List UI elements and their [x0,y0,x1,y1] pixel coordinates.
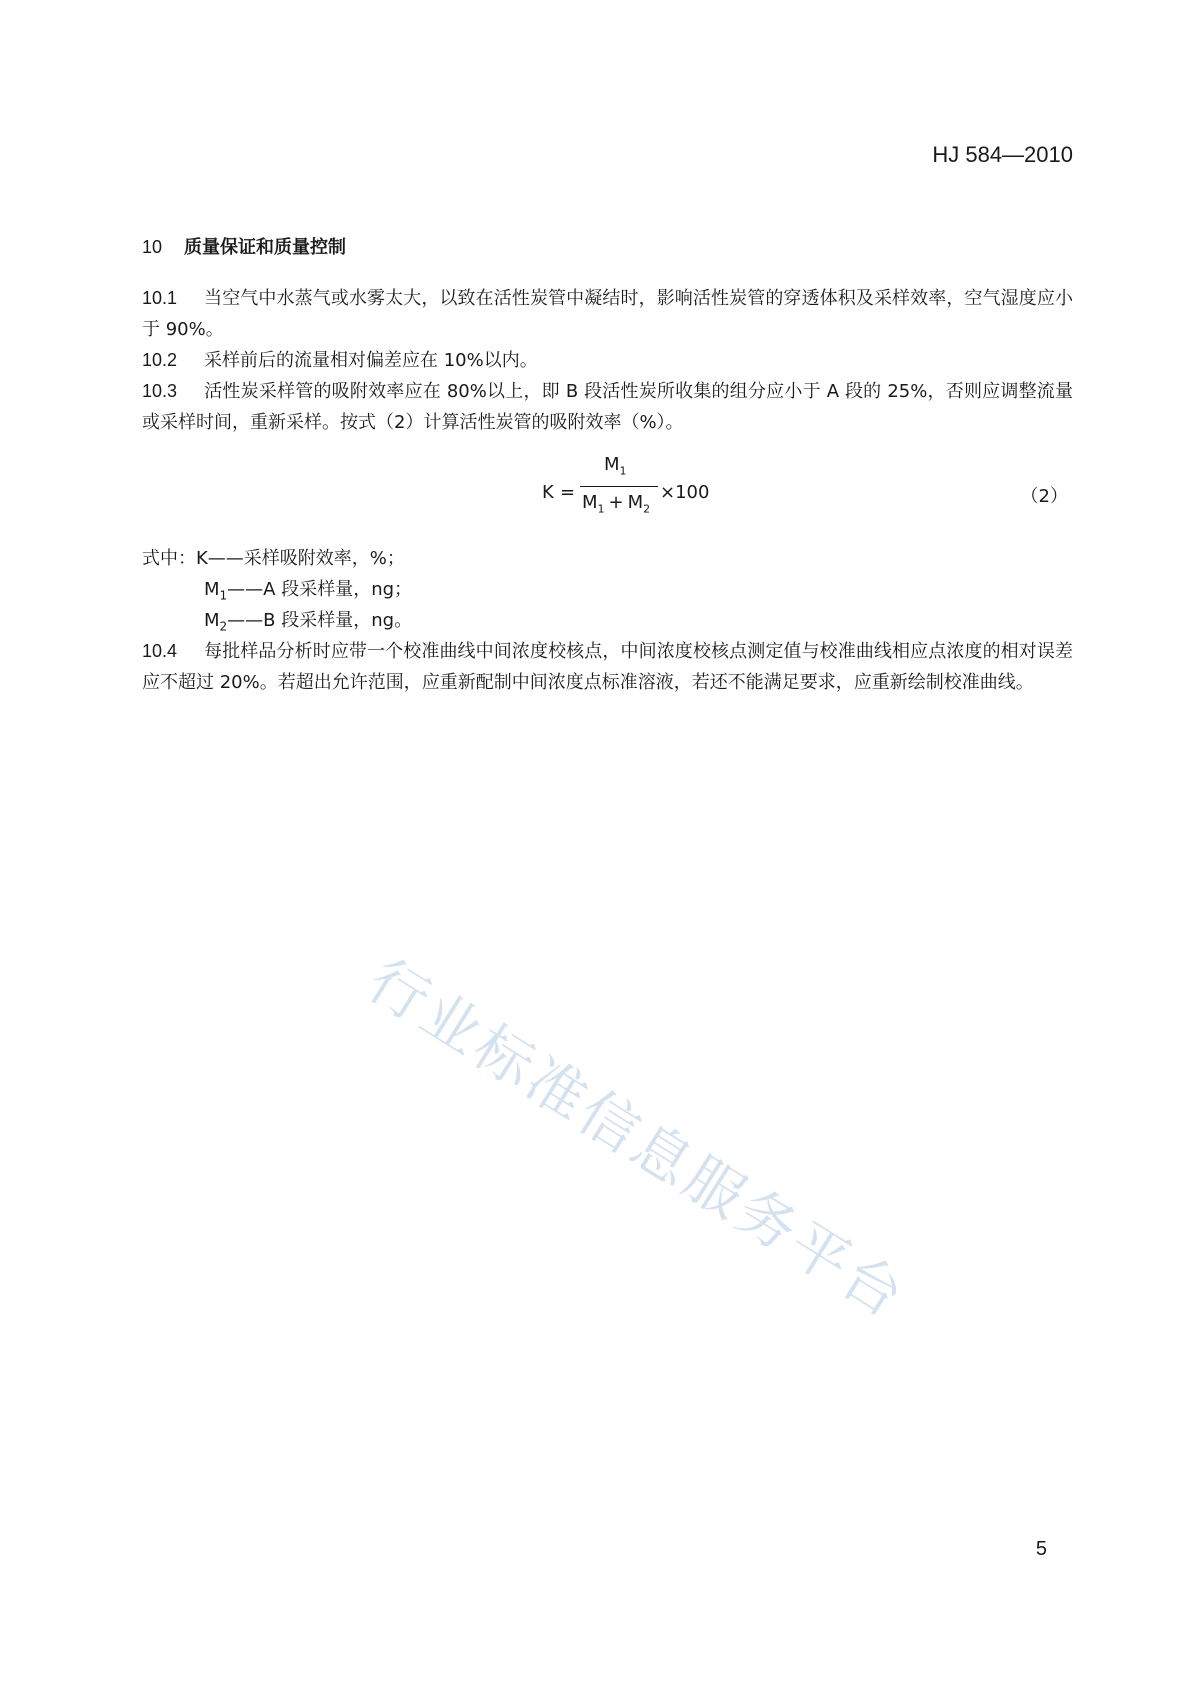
clause-text: 每批样品分析时应带一个校准曲线中间浓度校核点，中间浓度校核点测定值与校准曲线相应点浓度的相对误差应不超过 20%。若超出允许范围，应重新配制中间浓度点标准溶液，若还不能满足要求，应重新绘制校准曲线。 [142,641,1073,693]
numerator-var: M [604,454,620,475]
formula-multiplier: ×100 [660,482,710,503]
document-id: HJ 584—2010 [932,142,1073,167]
denominator-sub-1: 1 [597,502,605,516]
clause-10-1 [142,283,1073,345]
denominator-sub-2: 2 [643,502,651,516]
clause-number: 10.3 [142,381,178,401]
watermark: 行业标准信息服务平台 [356,946,919,1333]
m2-sub: 2 [219,619,228,634]
definitions-intro: 式中： [142,548,196,569]
adsorption-efficiency-formula [542,454,742,522]
formula-numerator [604,454,627,478]
clause-10-3 [142,376,1073,438]
clause-10-4 [142,636,1073,698]
clause-number: 10.4 [142,641,178,661]
definition-m1 [142,574,412,605]
definition-k-text: K——采样吸附效率，%； [196,548,405,569]
fraction-bar [580,486,658,487]
m2-text: ——B 段采样量，ng。 [227,610,413,631]
m1-var: M [204,579,220,600]
clause-number: 10.1 [142,288,178,308]
numerator-sub: 1 [619,464,627,478]
definition-m2 [142,605,412,636]
clause-number: 10.2 [142,350,178,370]
formula-lhs: K [542,482,554,503]
section-heading [142,233,346,259]
formula-denominator [582,492,650,516]
m1-sub: 1 [219,588,228,603]
definition-k [142,543,412,574]
denominator-var-1: M [582,492,598,513]
clause-10-2 [142,345,1073,376]
page-number: 5 [1035,1538,1047,1560]
section-title: 质量保证和质量控制 [184,237,346,258]
clause-text: 采样前后的流量相对偏差应在 10%以内。 [204,350,538,371]
m2-var: M [204,610,220,631]
equation-number: （2） [1020,486,1068,507]
section-number: 10 [142,237,163,257]
denominator-plus: + [608,492,624,513]
formula-equals: = [560,482,576,503]
clause-text: 活性炭采样管的吸附效率应在 80%以上，即 B 段活性炭所收集的组分应小于 A 段的 25%，否则应调整流量或采样时间，重新采样。按式（2）计算活性炭管的吸附效率（%）。 [142,381,1073,433]
clause-text: 当空气中水蒸气或水雾太大，以致在活性炭管中凝结时，影响活性炭管的穿透体积及采样效率，空气湿度应小于 90%。 [142,288,1073,340]
m1-text: ——A 段采样量，ng； [227,579,413,600]
variable-definitions [142,543,412,636]
denominator-var-2: M [627,492,644,513]
